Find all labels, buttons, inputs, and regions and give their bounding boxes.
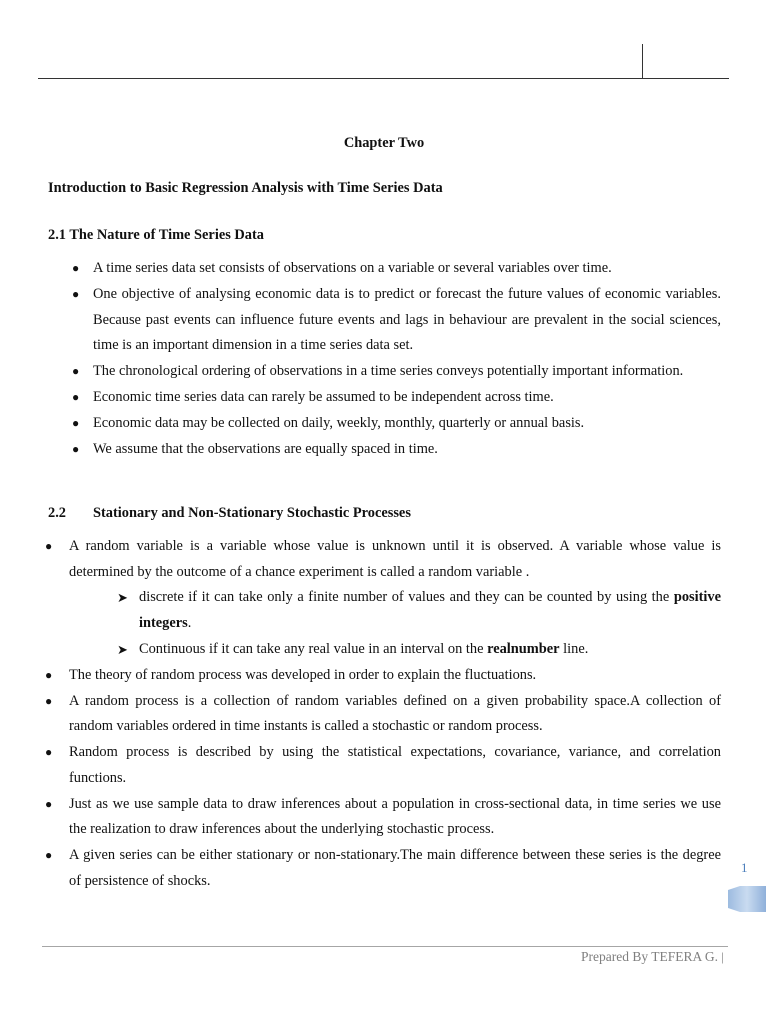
bullet-icon: ● — [72, 390, 80, 404]
bullet-icon: ● — [45, 796, 53, 811]
chapter-subtitle: Introduction to Basic Regression Analysis with Time Series Data — [48, 180, 443, 196]
section-heading-2-1: 2.1 The Nature of Time Series Data — [48, 227, 264, 243]
list-item: ● Random process is described by using the statistical expectations, covariance, variance, and correlation functions. — [69, 740, 721, 791]
bullet-icon: ● — [45, 667, 53, 682]
list-item: ● A random variable is a variable whose value is unknown until it is observed. A variable whose value is determined by the outcome of a chance experiment is called a random variable . ➤ discrete if it can take only a finite number of values and they can be counted by using the positive integers. ➤ Continuous if it can take any real value in an interval on the realnumber line. — [69, 534, 721, 662]
bullet-icon: ● — [72, 416, 80, 430]
sub-list — [117, 585, 721, 662]
section-2-1-bullet-list — [72, 256, 721, 463]
bullet-icon: ● — [72, 261, 80, 275]
bullet-icon: ● — [45, 745, 53, 759]
list-item: ● The theory of random process was developed in order to explain the fluctuations. — [69, 663, 721, 689]
arrow-bullet-icon: ➤ — [117, 641, 128, 657]
arrow-bullet-icon: ➤ — [117, 590, 128, 605]
list-item: ● We assume that the observations are equally spaced in time. — [93, 437, 721, 463]
sub-list-item: ➤ Continuous if it can take any real value in an interval on the realnumber line. — [139, 637, 721, 663]
bullet-icon: ● — [45, 539, 53, 553]
list-item: ● A random process is a collection of random variables defined on a given probability space.A collection of random variables ordered in time instants is called a stochastic or random process. — [69, 689, 721, 740]
section-number: 2.2 — [48, 505, 66, 521]
footer-author: Prepared By TEFERA G. — [581, 949, 719, 964]
list-item: ● One objective of analysing economic data is to predict or forecast the future values of economic variables. Because past events can influence future events and lags in behaviour are prevalent in the social sciences, time is an important dimension in a time series data set. — [93, 282, 721, 359]
header-tick-mark — [642, 44, 643, 78]
page-number: 1 — [741, 860, 748, 875]
bullet-icon: ● — [72, 287, 80, 301]
bullet-icon: ● — [45, 848, 53, 862]
footer-rule — [42, 946, 728, 947]
list-item: ● A time series data set consists of observations on a variable or several variables over time. — [93, 256, 721, 282]
header-rule — [38, 78, 729, 79]
list-item: ● Economic time series data can rarely be assumed to be independent across time. — [93, 385, 721, 411]
bullet-icon: ● — [45, 693, 53, 708]
section-title: Stationary and Non-Stationary Stochastic Processes — [93, 505, 411, 521]
bullet-icon: ● — [72, 442, 80, 456]
page-tab-icon — [726, 886, 766, 912]
section-2-2-bullet-list — [45, 534, 721, 895]
footer — [581, 949, 724, 965]
list-item: ● A given series can be either stationary or non-stationary.The main difference between these series is the degree of persistence of shocks. — [69, 843, 721, 894]
chapter-title: Chapter Two — [343, 135, 425, 151]
sub-list-item: ➤ discrete if it can take only a finite number of values and they can be counted by using the positive integers. — [139, 585, 721, 636]
list-item: ● Economic data may be collected on daily, weekly, monthly, quarterly or annual basis. — [93, 411, 721, 437]
section-heading-2-2 — [48, 505, 411, 522]
bullet-icon: ● — [72, 364, 80, 378]
list-item: ● The chronological ordering of observations in a time series conveys potentially important information. — [93, 359, 721, 385]
list-item: ● Just as we use sample data to draw inferences about a population in cross-sectional data, in time series we use the realization to draw inferences about the underlying stochastic process. — [69, 792, 721, 843]
footer-separator: | — [721, 949, 724, 964]
